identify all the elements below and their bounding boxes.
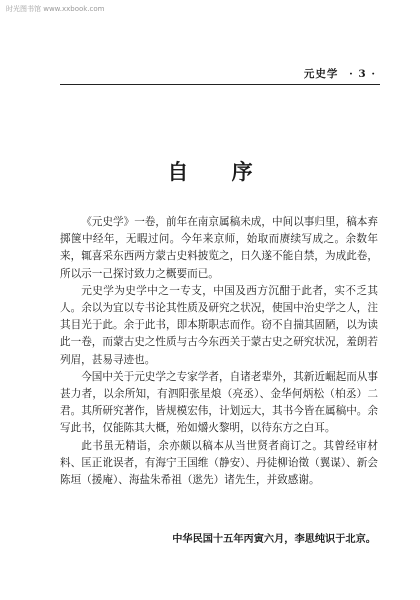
paragraph-4: 此书虽无精诣，余亦颇以稿本从当世贤者商订之。其曾经审材料、匡正讹误者，有海宁王国维（静安）、丹徒柳诒徵（翼谋）、新会陈垣（援庵）、海盐朱希祖（逖先）诸先生，并致感谢。: [60, 439, 378, 487]
paragraph-2: 元史学为史学中之一专支，中国及西方沉酣于此者，实不乏其人。余以为宜以专书论其性质及研究之状况，使国中治史学之人，注其目光于此。余于此书，即本斯职志而作。窃不自揣其固陋，以为读此一卷，而蒙古史之性质与古今东西关于蒙古史之研究状况，羞朗若列眉，甚易寻迹也。: [60, 284, 378, 366]
paragraph-3: 今国中关于元史学之专家学者，自诸老辈外，其新近崛起而从事甚力者，以余所知，有泗阳张星烺（亮丞）、金华何炳松（柏丞）二君。其所研究著作，皆规模宏伟，计划远大，其书今皆在属稿中。余写此书，仅能陈其大概，殆如爝火黎明，以待东方之白耳。: [60, 370, 378, 435]
running-head: [304, 66, 376, 81]
paragraph-1: 《元史学》一卷，前年在南京属稿未成，中间以事归里，稿本弃掷箧中经年，无暇过问。今年来京师，始取而赓续写成之。余数年来，辄喜采东西两方蒙古史料披览之，日久遂不能自禁，为成此卷，所以示一己探讨致力之概要而已。: [60, 216, 378, 280]
running-head-title: 元史学: [303, 68, 339, 80]
header-rule: [60, 84, 380, 85]
watermark-text: 时光图书馆 www.xxbook.com: [6, 5, 105, 13]
signature-line: 中华民国十五年丙寅六月，李思纯识于北京。: [172, 533, 376, 545]
page-number: · 3 ·: [349, 68, 376, 80]
chapter-title: 自 序: [167, 159, 271, 184]
preface-body: [60, 214, 378, 489]
